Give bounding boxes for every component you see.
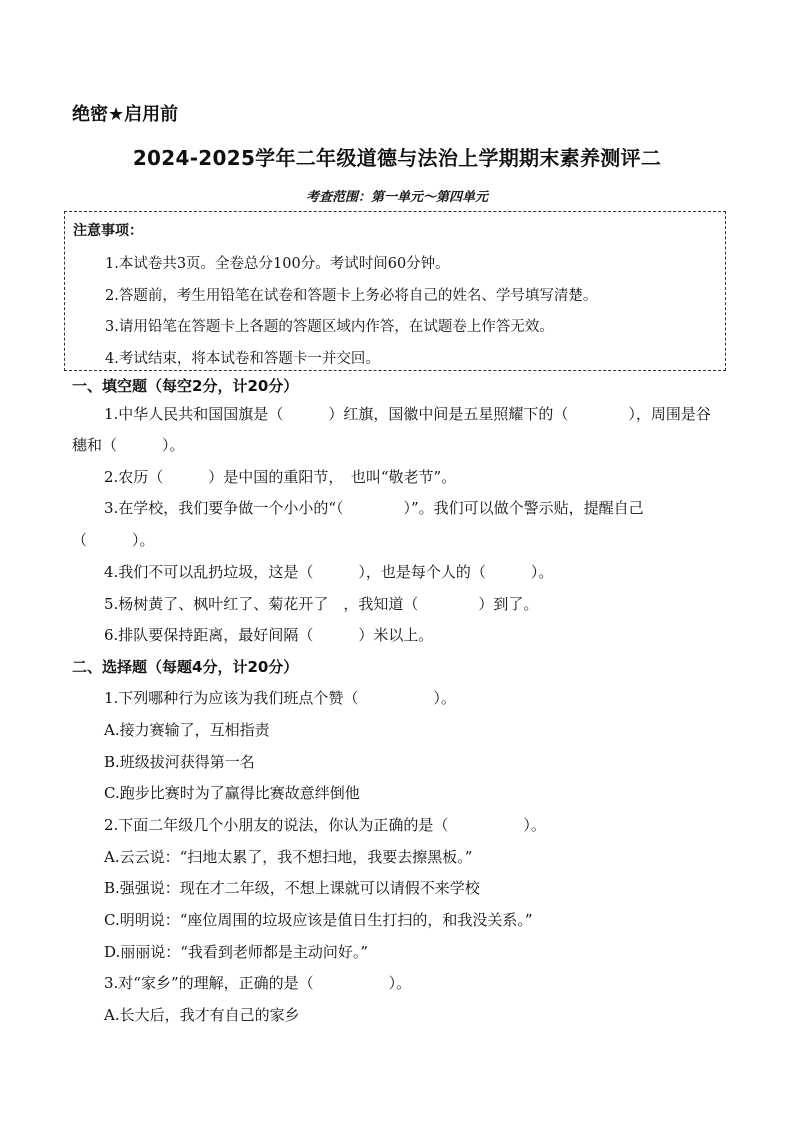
option-line: B.班级拔河获得第一名 [104, 753, 255, 771]
option-line: C.明明说：“座位周围的垃圾应该是值日生打扫的，和我没关系。” [104, 911, 533, 929]
question-line: 2.下面二年级几个小朋友的说法，你认为正确的是（ ）。 [104, 816, 546, 834]
section-heading-fill-blank: 一、填空题（每空2分，计20分） [72, 377, 299, 395]
option-line: D.丽丽说：“我看到老师都是主动问好。” [104, 943, 369, 961]
option-line: A.长大后，我才有自己的家乡 [104, 1006, 300, 1024]
notice-item: 1.本试卷共3页。全卷总分100分。考试时间60分钟。 [105, 256, 450, 272]
confidential-label: 绝密★启用前 [72, 104, 179, 125]
question-line: 5.杨树黄了、枫叶红了、菊花开了 ，我知道（ ）到了。 [104, 595, 539, 613]
notice-item: 2.答题前，考生用铅笔在试卷和答题卡上务必将自己的姓名、学号填写清楚。 [105, 288, 598, 304]
page-title: 2024-2025学年二年级道德与法治上学期期末素养测评二 [132, 146, 662, 170]
question-line: 1.中华人民共和国国旗是（ ）红旗，国徽中间是五星照耀下的（ ），周围是谷 [104, 405, 711, 423]
question-line: 3.在学校，我们要争做一个小小的“（ ）”。我们可以做个警示贴，提醒自己 [104, 499, 644, 517]
question-line: 穗和（ ）。 [72, 436, 185, 454]
option-line: C.跑步比赛时为了赢得比赛故意绊倒他 [104, 784, 360, 802]
question-line: 3.对“家乡”的理解，正确的是（ ）。 [104, 974, 412, 992]
question-line: 4.我们不可以乱扔垃圾，这是（ ），也是每个人的（ ）。 [104, 563, 554, 581]
question-line: 6.排队要保持距离，最好间隔（ ）米以上。 [104, 626, 434, 644]
option-line: B.强强说：现在才二年级，不想上课就可以请假不来学校 [104, 879, 480, 897]
exam-scope: 考查范围：第一单元～第四单元 [305, 190, 488, 205]
notice-item: 4.考试结束，将本试卷和答题卡一并交回。 [105, 351, 380, 367]
option-line: A.云云说：“扫地太累了，我不想扫地，我要去擦黑板。” [104, 848, 473, 866]
question-line: 2.农历（ ）是中国的重阳节， 也叫“敬老节”。 [104, 468, 457, 486]
notice-title: 注意事项： [73, 223, 143, 239]
notice-box [64, 211, 726, 371]
section-heading-choice: 二、选择题（每题4分，计20分） [72, 658, 299, 676]
option-line: A.接力赛输了，互相指责 [104, 721, 270, 739]
question-line: 1.下列哪种行为应该为我们班点个赞（ ）。 [104, 689, 456, 707]
notice-item: 3.请用铅笔在答题卡上各题的答题区域内作答，在试题卷上作答无效。 [105, 319, 554, 335]
question-line: （ ）。 [72, 531, 155, 549]
